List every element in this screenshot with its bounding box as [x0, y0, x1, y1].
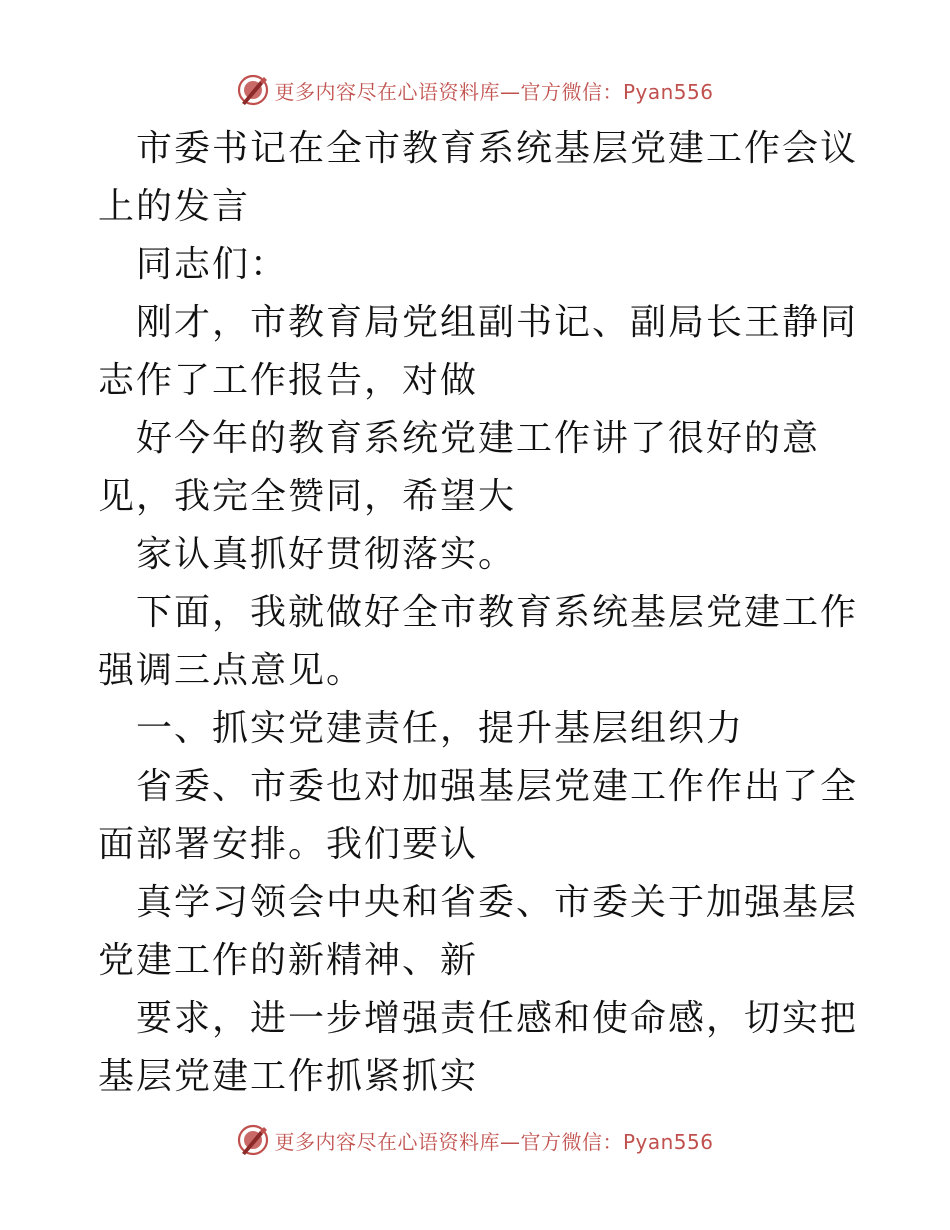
body-paragraph: 真学习领会中央和省委、市委关于加强基层党建工作的新精神、新	[98, 882, 859, 981]
body-paragraph: 要求，进一步增强责任感和使命感，切实把基层党建工作抓紧抓实	[98, 998, 859, 1097]
footer-watermark-banner	[0, 1120, 950, 1160]
salutation: 同志们：	[136, 244, 289, 285]
body-paragraph: 刚才，市教育局党组副书记、副局长王静同志作了工作报告，对做	[98, 302, 859, 401]
body-paragraph: 好今年的教育系统党建工作讲了很好的意见，我完全赞同，希望大	[98, 418, 821, 517]
body-paragraph: 下面，我就做好全市教育系统基层党建工作强调三点意见。	[98, 592, 859, 691]
body-paragraph: 省委、市委也对加强基层党建工作作出了全面部署安排。我们要认	[98, 766, 859, 865]
document-title: 市委书记在全市教育系统基层党建工作会议上的发言	[98, 128, 859, 227]
pen-logo-icon	[236, 73, 270, 107]
header-watermark-banner	[0, 70, 950, 110]
document-body	[98, 120, 858, 1106]
header-watermark-text: 更多内容尽在心语资料库—官方微信：Pyan556	[274, 79, 714, 104]
footer-watermark-text: 更多内容尽在心语资料库—官方微信：Pyan556	[274, 1129, 714, 1154]
section-heading: 一、抓实党建责任，提升基层组织力	[136, 708, 745, 749]
pen-logo-icon	[236, 1123, 270, 1157]
body-paragraph: 家认真抓好贯彻落实。	[136, 534, 517, 575]
